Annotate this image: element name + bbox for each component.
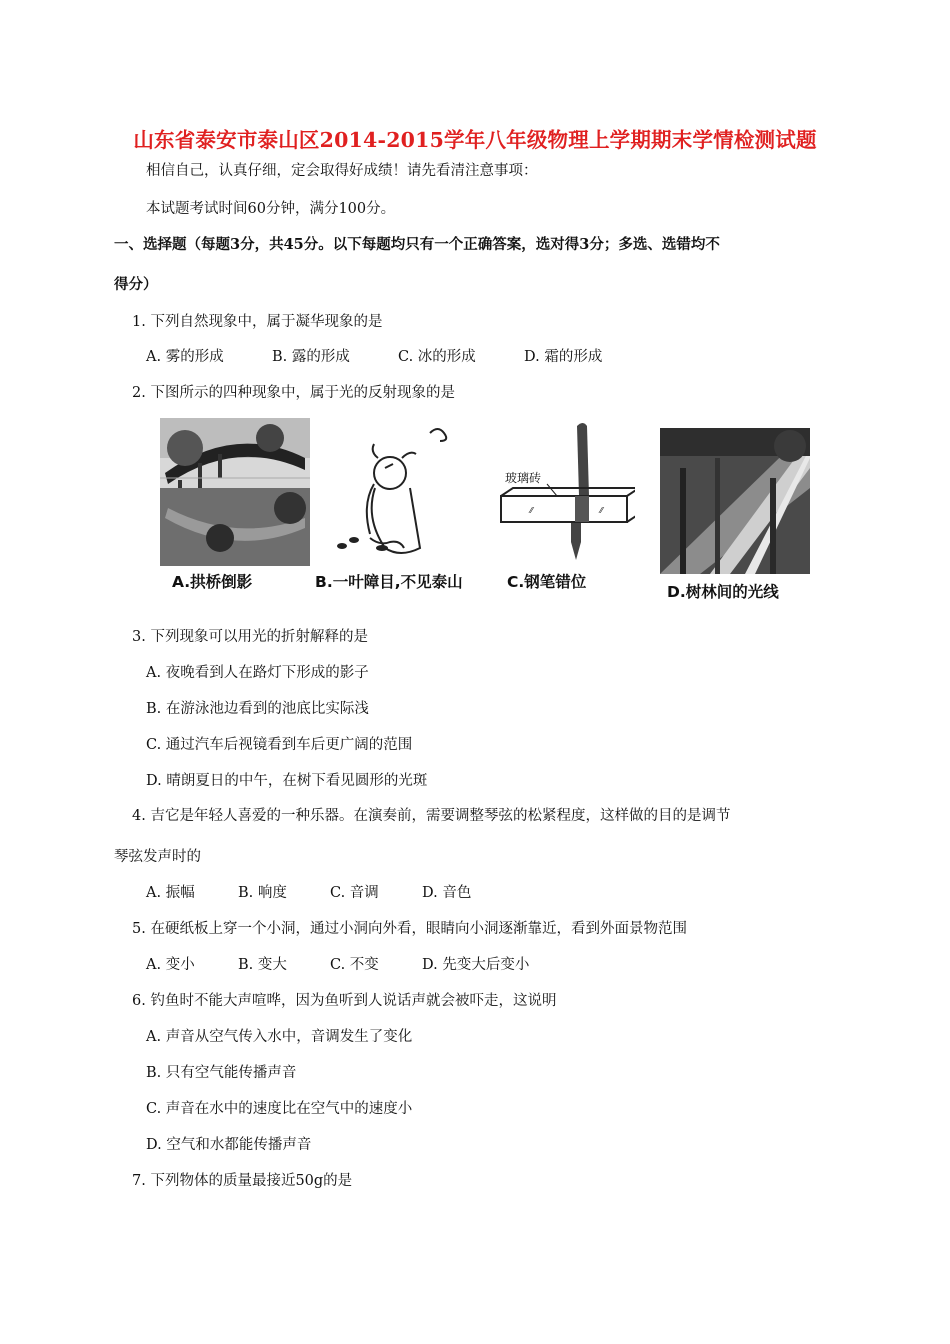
figure-arch-bridge-reflection <box>160 418 310 566</box>
q1-option-b: B. 露的形成 <box>272 349 350 365</box>
document-title: 山东省泰安市泰山区2014-2015学年八年级物理上学期期末学情检测试题 <box>133 128 817 152</box>
q1-option-a: A. 雾的形成 <box>146 349 224 365</box>
q6-option-c: C. 声音在水中的速度比在空气中的速度小 <box>146 1101 413 1117</box>
caption-d: D.树林间的光线 <box>667 583 779 601</box>
q3-option-d: D. 晴朗夏日的中午，在树下看见圆形的光斑 <box>146 773 428 789</box>
figure-light-through-trees <box>660 428 810 574</box>
q3-stem: 3. 下列现象可以用光的折射解释的是 <box>132 629 368 645</box>
q2-stem: 2. 下图所示的四种现象中，属于光的反射现象的是 <box>132 385 455 401</box>
q5-option-d: D. 先变大后变小 <box>422 957 530 973</box>
q5-option-c: C. 不变 <box>330 957 379 973</box>
q4-option-d: D. 音色 <box>422 885 472 901</box>
q5-options <box>146 955 529 975</box>
section-heading-line-1: 一、选择题（每题3分，共45分。以下每题均只有一个正确答案，选对得3分；多选、选错均不 <box>114 236 720 253</box>
section-heading-line-2: 得分） <box>114 276 158 293</box>
q1-option-d: D. 霜的形成 <box>524 349 603 365</box>
figure-leaf-blocks-eye <box>330 418 460 566</box>
q5-option-b: B. 变大 <box>238 957 287 973</box>
q1-option-c: C. 冰的形成 <box>398 349 476 365</box>
q1-stem: 1. 下列自然现象中，属于凝华现象的是 <box>132 314 383 330</box>
q4-option-c: C. 音调 <box>330 885 379 901</box>
q5-option-a: A. 变小 <box>146 957 195 973</box>
q3-option-b: B. 在游泳池边看到的池底比实际浅 <box>146 701 369 717</box>
caption-c: C.钢笔错位 <box>507 573 587 591</box>
q6-option-b: B. 只有空气能传播声音 <box>146 1065 297 1081</box>
q4-options <box>146 883 471 903</box>
q3-option-a: A. 夜晚看到人在路灯下形成的影子 <box>146 665 369 681</box>
figure-pen-displacement <box>495 418 635 566</box>
intro-line-2: 本试题考试时间60分钟，满分100分。 <box>146 201 396 217</box>
q1-options <box>146 347 602 367</box>
caption-b: B.一叶障目,不见泰山 <box>315 573 463 591</box>
q4-option-b: B. 响度 <box>238 885 287 901</box>
svg-text:⁄⁄: ⁄⁄ <box>600 506 603 515</box>
q4-stem-line-1: 4. 吉它是年轻人喜爱的一种乐器。在演奏前，需要调整琴弦的松紧程度，这样做的目的是调节 <box>132 808 731 824</box>
q6-option-d: D. 空气和水都能传播声音 <box>146 1137 312 1153</box>
intro-line-1: 相信自己，认真仔细，定会取得好成绩！请先看清注意事项： <box>146 163 538 179</box>
q5-stem: 5. 在硬纸板上穿一个小洞，通过小洞向外看，眼睛向小洞逐渐靠近，看到外面景物范围 <box>132 921 687 937</box>
caption-a: A.拱桥倒影 <box>172 573 253 591</box>
q7-stem: 7. 下列物体的质量最接近50g的是 <box>132 1173 353 1189</box>
svg-text:⁄⁄: ⁄⁄ <box>530 506 533 515</box>
q4-option-a: A. 振幅 <box>146 885 195 901</box>
q6-option-a: A. 声音从空气传入水中，音调发生了变化 <box>146 1029 413 1045</box>
q6-stem: 6. 钓鱼时不能大声喧哗，因为鱼听到人说话声就会被吓走，这说明 <box>132 993 557 1009</box>
q3-option-c: C. 通过汽车后视镜看到车后更广阔的范围 <box>146 737 413 753</box>
glass-block-label: 玻璃砖 <box>505 471 542 485</box>
q4-stem-line-2: 琴弦发声时的 <box>114 849 201 865</box>
